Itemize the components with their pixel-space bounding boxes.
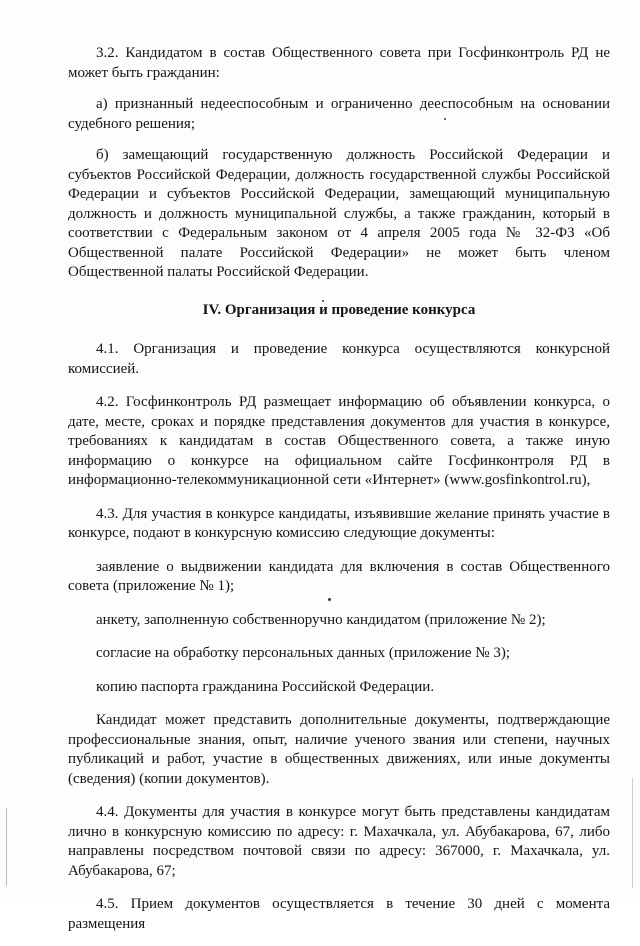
paragraph-4-2: 4.2. Госфинконтроль РД размещает информацию об объявлении конкурса, о дате, месте, сроках и порядке представления документов для участия в конкурсе, требованиях к кандидатам в состав Общественного совета, а также иную информацию о конкурсе на официальном сайте Госфинконтроля РД в информационно-телекоммуникационной сети «Интернет» (www.gosfinkontrol.ru), — [68, 394, 610, 488]
scan-edge-line — [632, 778, 633, 888]
document-list-item: анкету, заполненную собственноручно кандидатом (приложение № 2); — [96, 611, 546, 628]
paragraph-3-2: 3.2. Кандидатом в состав Общественного совета при Госфинконтроль РД не может быть гражданин: — [68, 45, 610, 81]
scan-speck — [444, 118, 446, 120]
list-item-b: б) замещающий государственную должность Российской Федерации и субъектов Российской Федерации, должность государственной службы Российской Федерации и субъектов Российской Федерации, замещающий муниципальную должность и должность муниципальной службы, а также гражданин, который в соответствии с Федеральным законом от 4 апреля 2005 года № 32-ФЗ «Об Общественной палате Российской Федерации» не может быть членом Общественной палаты Российской Федерации. — [68, 147, 610, 280]
document-list-item: согласие на обработку персональных данных (приложение № 3); — [96, 645, 511, 661]
paragraph-4-1: 4.1. Организация и проведение конкурса осуществляются конкурсной комиссией. — [68, 341, 610, 377]
list-item-a: а) признанный недееспособным и ограниченно дееспособным на основании судебного решения; — [68, 96, 610, 132]
document-list-item: копию паспорта гражданина Российской Федерации. — [96, 678, 435, 695]
paragraph-4-3: 4.3. Для участия в конкурсе кандидаты, изъявившие желание принять участие в конкурсе, подают в конкурсную комиссию следующие документы: — [68, 505, 610, 541]
scan-speck — [328, 598, 331, 601]
document-body — [68, 44, 610, 946]
scan-margin-line — [6, 808, 7, 886]
paragraph-4-5: 4.5. Прием документов осуществляется в течение 30 дней с момента размещения — [68, 896, 610, 932]
paragraph-additional-documents: Кандидат может представить дополнительные документы, подтверждающие профессиональные знания, опыт, наличие ученого звания или степени, научных публикаций и работ, участие в общественных движениях, или иные документы (сведения) (копии документов). — [68, 712, 610, 787]
document-list-item: заявление о выдвижении кандидата для включения в состав Общественного совета (приложение № 1); — [68, 558, 610, 594]
scan-speck — [322, 300, 324, 302]
section-heading-iv: IV. Организация и проведение конкурса — [202, 301, 476, 318]
paragraph-4-4: 4.4. Документы для участия в конкурсе могут быть представлены кандидатам лично в конкурсную комиссию по адресу: г. Махачкала, ул. Абубакарова, 67, либо направлены посредством почтовой связи по адресу: 367000, г. Махачкала, ул. Абубакарова, 67; — [68, 804, 610, 879]
